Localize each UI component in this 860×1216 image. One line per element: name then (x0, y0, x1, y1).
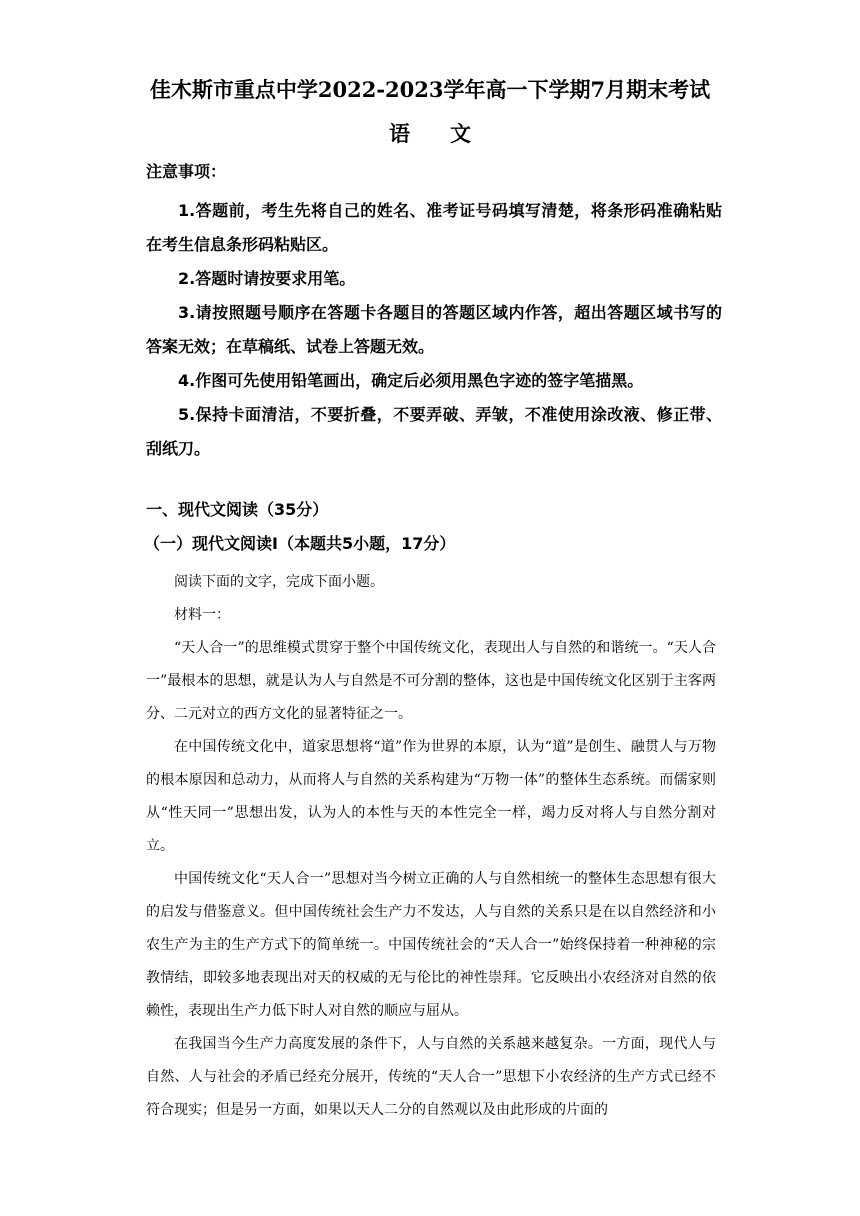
reading-passage (146, 566, 716, 1127)
passage-paragraph-2: 在中国传统文化中，道家思想将“道”作为世界的本原，认为“道”是创生、融贯人与万物的根本原因和总动力，从而将人与自然的关系构建为“万物一体”的整体生态系统。而儒家则从“性天同一”思想出发，认为人的本性与天的本性完全一样，竭力反对将人与自然分割对立。 (146, 739, 716, 854)
sub-section-heading: （一）现代文阅读Ⅰ（本题共5小题，17分） (144, 534, 456, 553)
material-label: 材料一： (174, 607, 230, 623)
instruction-text: 阅读下面的文字，完成下面小题。 (174, 574, 384, 590)
notice-item-3: 3.请按照题号顺序在答题卡各题目的答题区域内作答，超出答题区域书写的答案无效；在草稿纸、试卷上答题无效。 (146, 303, 722, 356)
passage-paragraph-1: “天人合一”的思维模式贯穿于整个中国传统文化，表现出人与自然的和谐统一。“天人合一”最根本的思想，就是认为人与自然是不可分割的整体，这也是中国传统文化区别于主客两分、二元对立的西方文化的显著特征之一。 (146, 640, 716, 722)
notice-item-1: 1.答题前，考生先将自己的姓名、准考证号码填写清楚，将条形码准确粘贴在考生信息条形码粘贴区。 (146, 201, 722, 254)
passage-paragraph-3: 中国传统文化“天人合一”思想对当今树立正确的人与自然相统一的整体生态思想有很大的启发与借鉴意义。但中国传统社会生产力不发达，人与自然的关系只是在以自然经济和小农生产为主的生产方式下的简单统一。中国传统社会的“天人合一”始终保持着一种神秘的宗教情结，即较多地表现出对天的权威的无与伦比的神性崇拜。它反映出小农经济对自然的依赖性，表现出生产力低下时人对自然的顺应与屈从。 (146, 871, 716, 1019)
section-heading: 一、现代文阅读（35分） (146, 500, 329, 519)
notice-item-2: 2.答题时请按要求用笔。 (178, 269, 356, 288)
subject-title: 语文 (389, 121, 511, 146)
notice-block (146, 160, 722, 466)
notice-item-4: 4.作图可先使用铅笔画出，确定后必须用黑色字迹的签字笔描黑。 (178, 371, 644, 390)
notice-title: 注意事项： (146, 162, 227, 181)
notice-item-5: 5.保持卡面清洁，不要折叠，不要弄破、弄皱，不准使用涂改液、修正带、刮纸刀。 (146, 405, 722, 458)
passage-paragraph-4: 在我国当今生产力高度发展的条件下，人与自然的关系越来越复杂。一方面，现代人与自然、人与社会的矛盾已经充分展开，传统的“天人合一”思想下小农经济的生产方式已经不符合现实；但是另一方面，如果以天人二分的自然观以及由此形成的片面的 (146, 1036, 716, 1118)
exam-title: 佳木斯市重点中学2022-2023学年高一下学期7月期末考试 (149, 77, 711, 102)
